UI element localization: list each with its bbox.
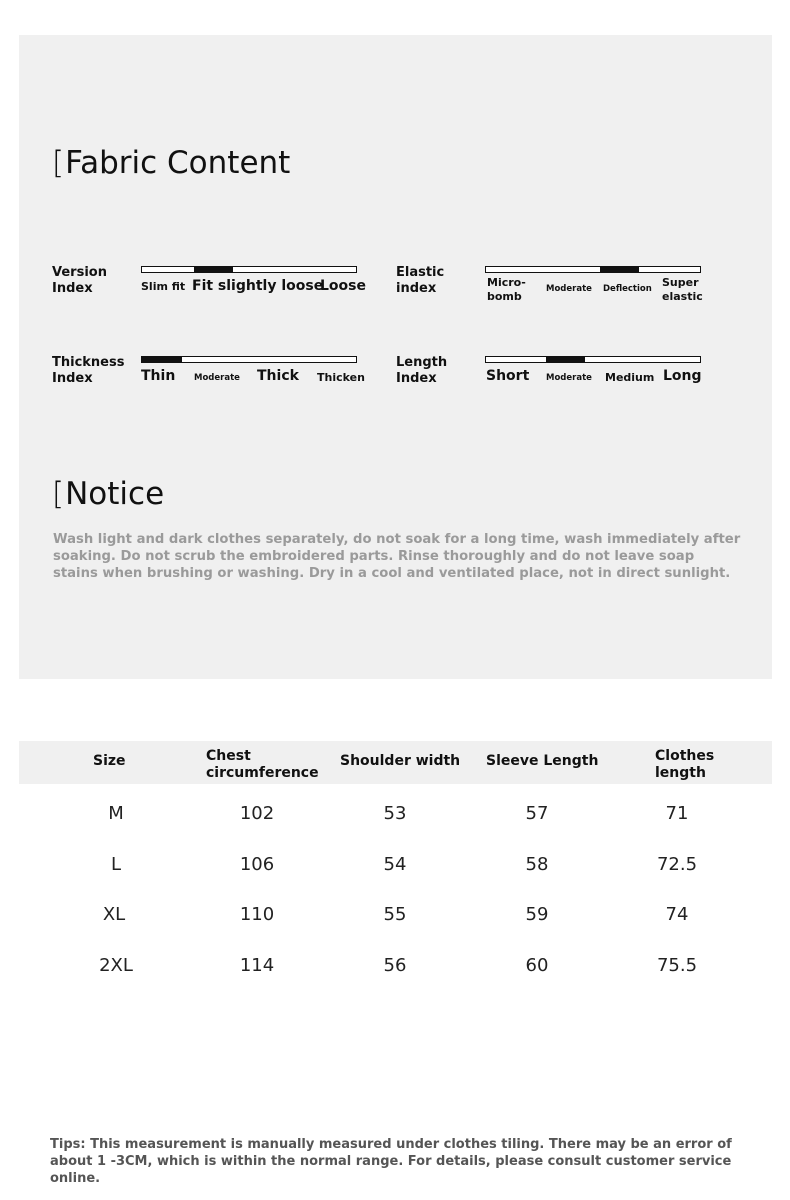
cell-length: 72.5 [656,854,698,875]
version-index-bar [141,266,357,273]
cell-size: L [110,854,122,875]
header-sleeve: Sleeve Length [486,753,599,769]
thickness-mark-thick: Thick [257,368,299,384]
notice-title: [Notice [52,476,165,512]
cell-shoulder: 53 [383,803,407,824]
version-mark-fit: Fit slightly loose [192,278,324,294]
cell-chest: 106 [239,854,275,875]
length-mark-moderate: Moderate [546,373,592,383]
thickness-index-label: Thickness Index [52,355,125,386]
elastic-mark-micro: Micro- bomb [487,276,526,303]
header-shoulder: Shoulder width [340,753,461,769]
cell-length: 75.5 [656,955,698,976]
fabric-content-title: [Fabric Content [52,145,291,181]
thickness-mark-thin: Thin [141,368,176,384]
version-index-label: Version Index [52,265,107,296]
cell-length: 71 [665,803,689,824]
header-length: Clothes length [655,748,715,781]
thickness-index-bar [141,356,357,363]
length-index-label: Length Index [396,355,448,386]
length-index-bar [485,356,701,363]
cell-sleeve: 60 [525,955,549,976]
cell-shoulder: 55 [383,904,407,925]
cell-size: 2XL [99,955,133,976]
tips-text: Tips: This measurement is manually measured under clothes tiling. There may be an error of about 1 -3CM, which is within the normal range. For details, please consult customer service online. [50,1137,732,1186]
cell-sleeve: 58 [525,854,549,875]
cell-chest: 114 [239,955,275,976]
fabric-notice-panel [19,35,772,679]
cell-sleeve: 59 [525,904,549,925]
header-size: Size [93,753,126,769]
cell-sleeve: 57 [525,803,549,824]
cell-shoulder: 54 [383,854,407,875]
length-mark-medium: Medium [605,371,655,384]
elastic-mark-super: Super elastic [662,276,703,303]
thickness-mark-thicken: Thicken [317,371,365,384]
size-table-header [19,741,772,784]
cell-chest: 102 [239,803,275,824]
thickness-mark-moderate: Moderate [194,373,240,383]
cell-size: XL [102,904,126,925]
version-mark-loose: Loose [320,278,366,294]
version-mark-slim: Slim fit [141,280,186,293]
elastic-mark-moderate: Moderate [546,284,592,294]
header-chest: Chest circumference [206,748,319,781]
cell-chest: 110 [239,904,275,925]
cell-size: M [108,803,124,824]
length-mark-long: Long [663,368,702,384]
length-mark-short: Short [486,368,530,384]
cell-shoulder: 56 [383,955,407,976]
elastic-index-bar [485,266,701,273]
notice-text: Wash light and dark clothes separately, do not soak for a long time, wash immediately after soaking. Do not scrub the embroidered parts. Rinse thoroughly and do not leave soap stains when brushing or washing. Dry in a cool and ventilated place, not in direct sunlight. [53,532,741,581]
cell-length: 74 [665,904,689,925]
elastic-index-label: Elastic index [396,265,445,296]
elastic-mark-deflection: Deflection [603,284,652,294]
